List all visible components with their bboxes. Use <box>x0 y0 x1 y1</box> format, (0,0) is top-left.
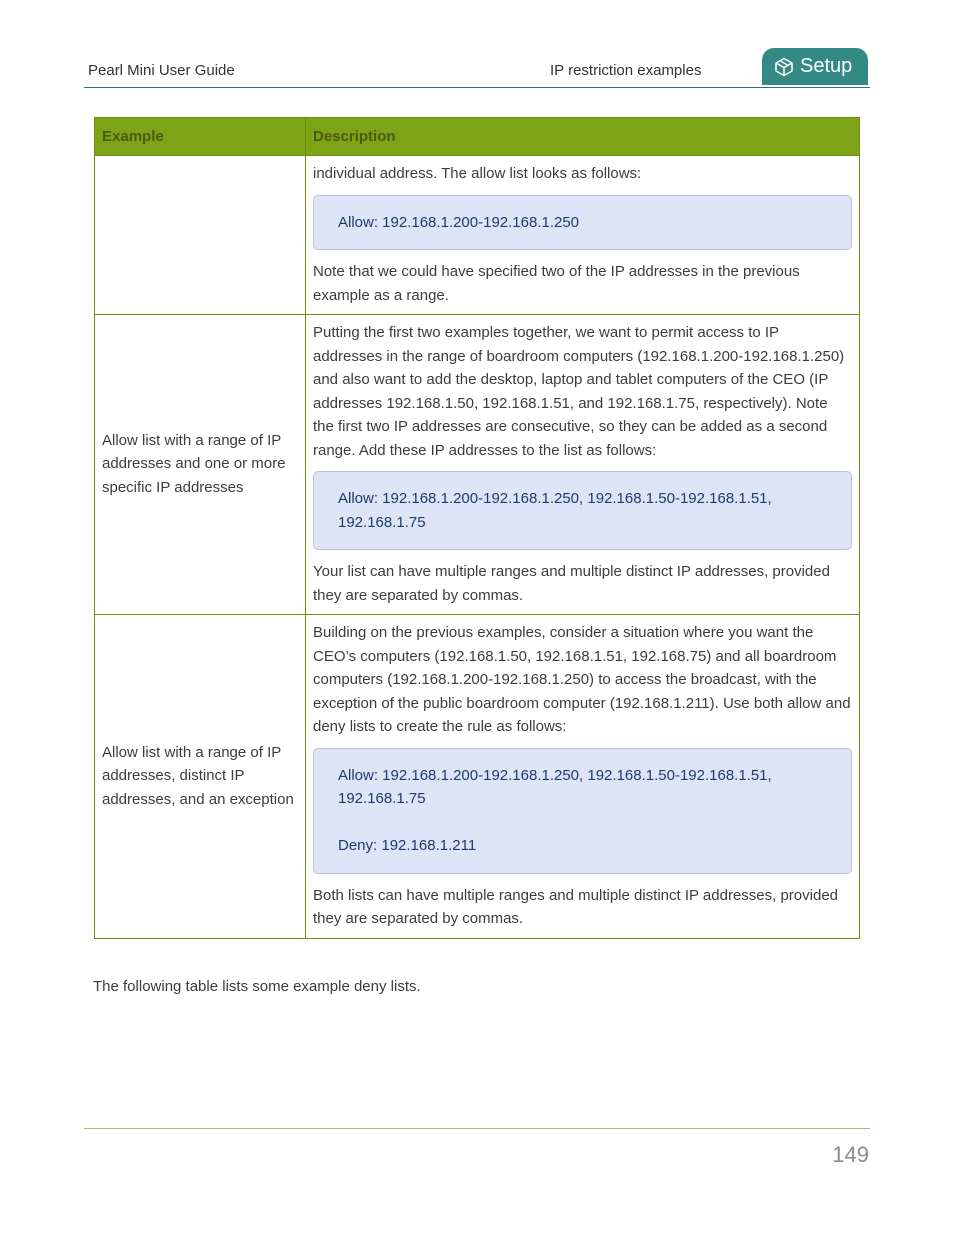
section-title[interactable]: IP restriction examples <box>550 62 702 79</box>
setup-tab-label: Setup <box>800 55 853 77</box>
description-note: Note that we could have specified two of the IP addresses in the previous example as a range. <box>313 263 800 304</box>
setup-tab[interactable] <box>762 48 868 85</box>
code-block <box>313 748 852 874</box>
code-spacer <box>338 811 827 835</box>
footer-divider <box>84 1128 870 1129</box>
example-cell <box>95 156 306 315</box>
description-intro: Building on the previous examples, consider a situation where you want the CEO’s computers (192.168.1.50, 192.168.1.51, 192.168.75) and all boardroom computers (192.168.1.200-192.168.1.250) to access the broadcast, with the exception of the public boardroom computer (192.168.1.211). Use both allow and deny lists to create the rule as follows: <box>313 624 851 735</box>
column-header-example: Example <box>95 118 306 156</box>
table-row <box>95 315 860 615</box>
ip-restriction-table <box>94 117 860 939</box>
code-line-allow: Allow: 192.168.1.200-192.168.1.250, 192.168.1.50-192.168.1.51, 192.168.1.75 <box>338 766 772 807</box>
description-intro: Putting the first two examples together, we want to permit access to IP addresses in the range of boardroom computers (192.168.1.200-192.168.1.250) and also want to add the desktop, laptop and tablet computers of the CEO (IP addresses 192.168.1.50, 192.168.1.51, and 192.168.1.75, respectively). Note the first two IP addresses are consecutive, so they can be added as a second range. Add these IP addresses to the list as follows: <box>313 324 845 459</box>
code-line-allow: Allow: 192.168.1.200-192.168.1.250 <box>338 213 580 231</box>
description-note: Your list can have multiple ranges and multiple distinct IP addresses, provided they are separated by commas. <box>313 563 830 604</box>
description-intro: individual address. The allow list looks as follows: <box>313 165 642 182</box>
example-cell: Allow list with a range of IP addresses and one or more specific IP addresses <box>95 315 306 615</box>
page-number: 149 <box>832 1142 869 1167</box>
cube-icon <box>774 57 794 77</box>
description-cell <box>306 615 860 939</box>
table-row <box>95 615 860 939</box>
document-title: Pearl Mini User Guide <box>88 62 235 79</box>
page-header <box>84 48 870 88</box>
column-header-description: Description <box>306 118 860 156</box>
description-cell <box>306 156 860 315</box>
description-note: Both lists can have multiple ranges and multiple distinct IP addresses, provided they are separated by commas. <box>313 886 839 927</box>
code-line-allow: Allow: 192.168.1.200-192.168.1.250, 192.168.1.50-192.168.1.51, 192.168.1.75 <box>338 490 772 531</box>
table-row <box>95 156 860 315</box>
code-block <box>313 195 852 251</box>
code-block <box>313 471 852 550</box>
example-cell: Allow list with a range of IP addresses, distinct IP addresses, and an exception <box>95 615 306 939</box>
code-line-deny: Deny: 192.168.1.211 <box>338 837 477 854</box>
description-cell <box>306 315 860 615</box>
following-text: The following table lists some example deny lists. <box>93 978 421 995</box>
table-header-row <box>95 118 860 156</box>
